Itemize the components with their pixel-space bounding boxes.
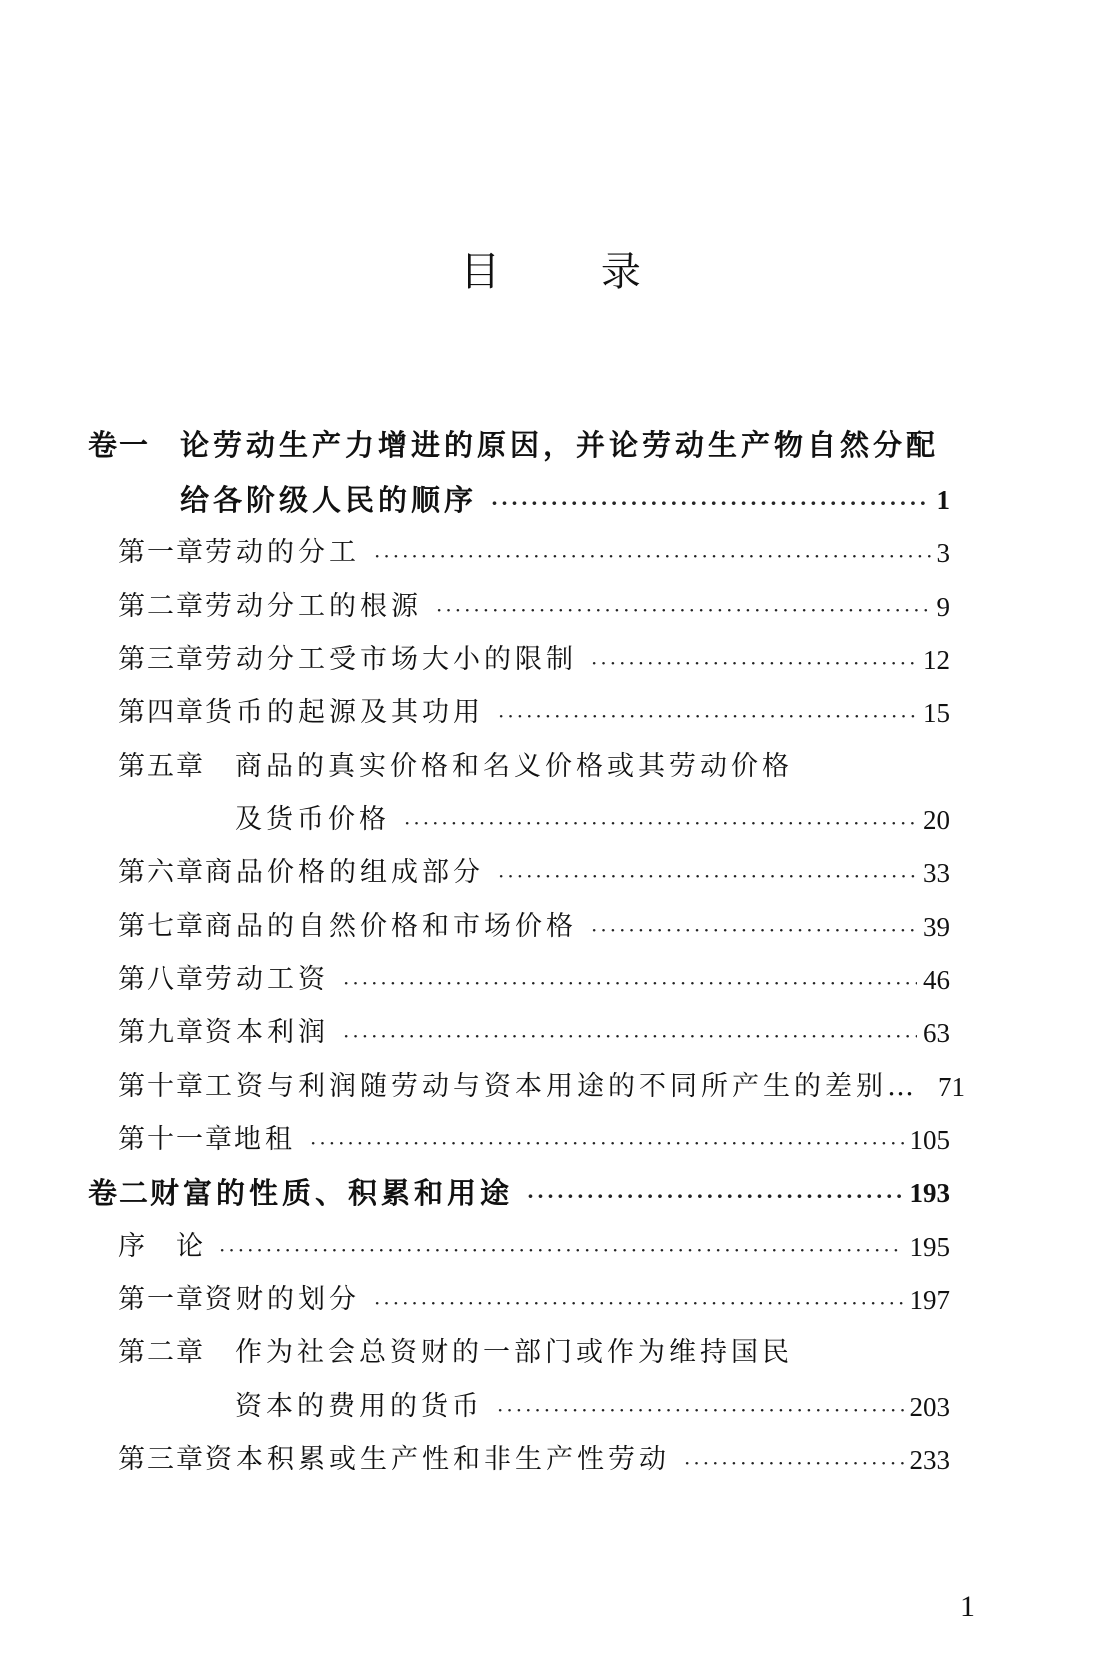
toc-entry-page: 46 bbox=[923, 965, 950, 995]
toc-entry-page: 105 bbox=[909, 1125, 950, 1155]
leader-dots bbox=[219, 1233, 904, 1267]
toc-entry-title: 商品的真实价格和名义价格或其劳动价格 bbox=[235, 751, 793, 782]
toc-entry-label: 第八章 bbox=[118, 964, 205, 995]
leader-dots bbox=[404, 806, 917, 840]
toc-entry-page: 195 bbox=[909, 1232, 950, 1262]
toc-entry-title: 资本的费用的货币 bbox=[235, 1391, 483, 1422]
page-title: 目 录 bbox=[460, 249, 685, 295]
toc-chapter-row bbox=[118, 907, 950, 947]
leader-dots bbox=[491, 486, 930, 520]
toc-entry-title: 论劳动生产力增进的原因，并论劳动生产物自然分配 bbox=[180, 428, 940, 462]
toc-entry-label: 第一章 bbox=[118, 537, 205, 568]
toc-entry-label: 卷一 bbox=[88, 428, 151, 462]
toc-entry-page: 39 bbox=[923, 912, 950, 942]
toc-chapter-row bbox=[118, 1280, 950, 1320]
leader-dots bbox=[310, 1126, 904, 1160]
toc-chapter-row bbox=[235, 1387, 950, 1427]
toc-chapter-row bbox=[118, 1227, 950, 1267]
leader-dots bbox=[497, 1393, 904, 1427]
toc-entry-page: 15 bbox=[923, 698, 950, 728]
leader-dots bbox=[436, 593, 931, 627]
toc-chapter-row bbox=[118, 1333, 950, 1373]
page-number: 1 bbox=[960, 1590, 975, 1623]
toc-chapter-row bbox=[235, 800, 950, 840]
toc-entry-label: 第四章 bbox=[118, 697, 205, 728]
toc-entry-title: 作为社会总资财的一部门或作为维持国民 bbox=[235, 1337, 793, 1368]
toc-chapter-row bbox=[118, 1013, 950, 1053]
leader-dots bbox=[343, 1019, 917, 1053]
toc-chapter-row bbox=[118, 1067, 965, 1107]
toc-entry-title: 资财的划分 bbox=[205, 1284, 360, 1315]
toc-volume-row bbox=[180, 480, 950, 520]
toc-entry-title: 工资与利润随劳动与资本用途的不同所产生的差别… bbox=[205, 1071, 918, 1102]
leader-dots bbox=[374, 1286, 904, 1320]
toc-chapter-row bbox=[118, 693, 950, 733]
toc-entry-page: 193 bbox=[909, 1178, 950, 1208]
toc-chapter-row bbox=[118, 640, 950, 680]
toc-entry-label: 第五章 bbox=[118, 751, 205, 782]
toc-entry-title: 劳动的分工 bbox=[205, 537, 360, 568]
leader-dots bbox=[374, 539, 931, 573]
toc-entry-title: 劳动分工的根源 bbox=[205, 591, 422, 622]
toc-entry-title: 资本利润 bbox=[205, 1017, 329, 1048]
toc-chapter-row bbox=[118, 960, 950, 1000]
toc-chapter-row bbox=[118, 747, 950, 787]
toc-entry-label: 第三章 bbox=[118, 1444, 205, 1475]
toc-entry-label: 第七章 bbox=[118, 911, 205, 942]
toc-entry-title: 财富的性质、积累和用途 bbox=[150, 1176, 514, 1210]
toc-entry-page: 12 bbox=[923, 645, 950, 675]
leader-dots bbox=[591, 646, 917, 680]
toc-entry-title: 商品价格的组成部分 bbox=[205, 857, 484, 888]
toc-volume-row bbox=[88, 425, 950, 465]
toc-entry-page: 33 bbox=[923, 858, 950, 888]
toc-entry-label: 第二章 bbox=[118, 1337, 205, 1368]
toc-chapter-row bbox=[118, 587, 950, 627]
leader-dots bbox=[498, 859, 917, 893]
toc-entry-page: 233 bbox=[909, 1445, 950, 1475]
leader-dots bbox=[343, 966, 917, 1000]
leader-dots bbox=[527, 1179, 903, 1213]
toc-entry-label: 第九章 bbox=[118, 1017, 205, 1048]
toc-chapter-row bbox=[118, 533, 950, 573]
toc-chapter-row bbox=[118, 853, 950, 893]
toc-entry-title: 劳动分工受市场大小的限制 bbox=[205, 644, 577, 675]
toc-entry-label: 第六章 bbox=[118, 857, 205, 888]
toc-entry-label: 第一章 bbox=[118, 1284, 205, 1315]
leader-dots bbox=[684, 1446, 904, 1480]
toc-entry-title: 资本积累或生产性和非生产性劳动 bbox=[205, 1444, 670, 1475]
toc-chapter-row bbox=[118, 1120, 950, 1160]
toc-entry-page: 203 bbox=[909, 1392, 950, 1422]
toc-entry-label: 第二章 bbox=[118, 591, 205, 622]
toc-entry-page: 9 bbox=[936, 592, 950, 622]
toc-entry-label: 第十一章 bbox=[118, 1124, 234, 1155]
toc-entry-title: 及货币价格 bbox=[235, 804, 390, 835]
leader-dots bbox=[591, 913, 917, 947]
toc-chapter-row bbox=[118, 1440, 950, 1480]
toc-entry-label: 第三章 bbox=[118, 644, 205, 675]
toc-entry-title: 给各阶级人民的顺序 bbox=[180, 483, 478, 517]
leader-dots bbox=[498, 699, 917, 733]
toc-entry-title: 货币的起源及其功用 bbox=[205, 697, 484, 728]
toc-entry-label: 卷二 bbox=[88, 1176, 151, 1210]
toc-volume-row bbox=[88, 1173, 950, 1213]
toc-entry-page: 63 bbox=[923, 1018, 950, 1048]
toc-entry-page: 3 bbox=[936, 538, 950, 568]
toc-entry-title: 商品的自然价格和市场价格 bbox=[205, 911, 577, 942]
toc-entry-page: 197 bbox=[909, 1285, 950, 1315]
toc-entry-title: 地租 bbox=[234, 1124, 296, 1155]
toc-entry-title: 劳动工资 bbox=[205, 964, 329, 995]
toc-entry-page: 20 bbox=[923, 805, 950, 835]
toc-entry-label: 第十章 bbox=[118, 1071, 205, 1102]
toc-entry-label: 序 论 bbox=[118, 1231, 205, 1262]
toc-entry-page: 71 bbox=[938, 1072, 965, 1102]
toc-entry-page: 1 bbox=[936, 485, 950, 515]
